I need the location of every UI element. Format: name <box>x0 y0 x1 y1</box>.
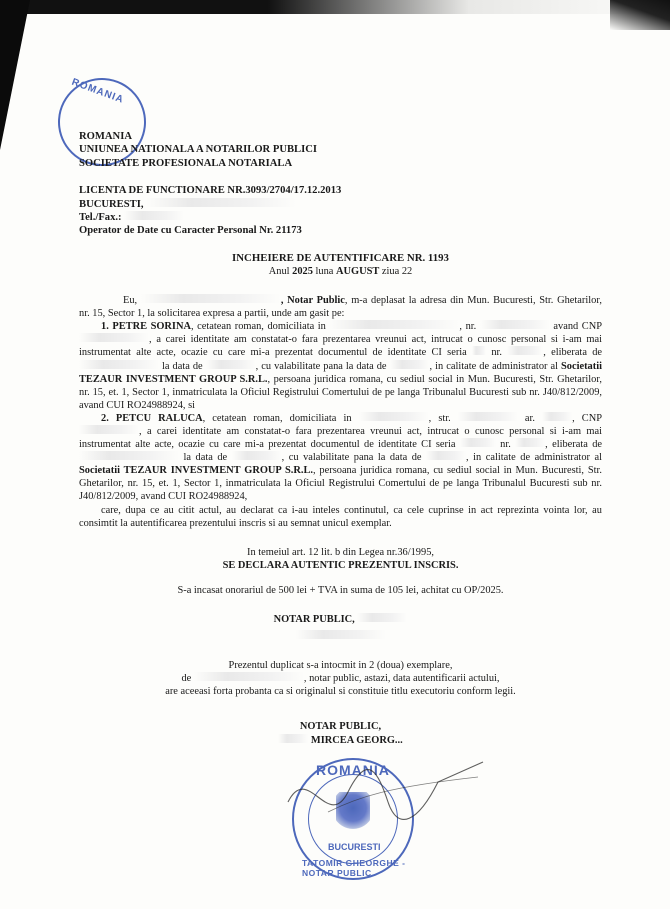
party-1-paragraph: 1. PETRE SORINA, cetatean roman, domiciliata in , nr. avand CNP , a carei identitate am constatat-o fara prezentarea vreunui act, intrucat o cunosc personal si i-am mai instrumentat alte acte, ocazie cu care mi-a prezentat documentul de identitate CI seria nr. , eliberata de la data de , cu valabilitate pana la data de , in calitate de administrator al Societatii TEZAUR INVESTMENT GROUP S.R.L., persoana juridica romana, cu sediul social in Mun. Bucuresti, Str. Ghetarilor, nr. 15, et. 1, Sector 1, inmatriculata la Oficiul Registrului Comertului de pe langa Tribunalul Bucuresti sub nr. J40/812/2009, avand CUI RO24988924, si <box>79 321 603 411</box>
company-name-2: Societatii TEZAUR INVESTMENT GROUP S.R.L. <box>79 465 314 477</box>
header-country: ROMANIA <box>79 131 132 142</box>
title-month: AUGUST <box>336 265 380 277</box>
header-city: BUCURESTI, <box>79 198 144 210</box>
party-2-name: 2. PETCU RALUCA <box>101 412 203 424</box>
header-operator: Operator de Date cu Caracter Personal Nr. 21173 <box>79 225 302 237</box>
legal-basis: In temeiul art. 12 lit. b din Legea nr.36/1995, <box>247 546 434 558</box>
title-number: INCHEIERE DE AUTENTIFICARE NR. 1193 <box>232 251 449 264</box>
licence-block <box>79 184 602 238</box>
coat-of-arms-icon <box>336 792 370 832</box>
scan-edge-corner <box>0 0 30 150</box>
scan-edge-right <box>610 0 670 30</box>
authentic-declaration: SE DECLARA AUTENTIC PREZENTUL INSCRIS. <box>222 559 459 571</box>
seal-city: BUCURESTI <box>328 842 381 852</box>
stamp-top-text: ROMANIA <box>70 76 126 106</box>
title-year: 2025 <box>292 265 313 277</box>
header-union: UNIUNEA NATIONALA A NOTARILOR PUBLICI <box>79 144 318 156</box>
party-2-paragraph: 2. PETCU RALUCA, cetatean roman, domiciliata in , str. ar. , CNP , a carei identitate am constatat-o fara prezentarea vreunui act, intrucat o cunosc personal si i-am mai instrumentat alte acte, ocazie cu care mi-a prezentat documentul de identitate CI seria nr. , eliberata de la data de , cu valabilitate pana la data de , in calitate de administrator al Societatii TEZAUR INVESTMENT GROUP S.R.L., persoana juridica romana, cu sediul social in Mun. Bucuresti, Str. Ghetarilor, nr. 15, et. 1, Sector 1, inmatriculata la Oficiul Registrului Comertului de pe langa Tribunalul Bucuresti sub nr. J40/812/2009, avand CUI RO24988924, <box>79 412 603 503</box>
notary-name-redacted-1 <box>79 630 602 643</box>
document-body <box>79 130 602 747</box>
notary-seal <box>292 758 414 880</box>
redacted-address <box>146 198 296 207</box>
header-licence: LICENTA DE FUNCTIONARE NR.3093/2704/17.12.2013 <box>79 185 342 197</box>
header-society: SOCIETATE PROFESIONALA NOTARIALA <box>79 157 293 169</box>
redacted-cnp <box>79 333 149 342</box>
redacted-phone <box>124 211 184 220</box>
duplicate-line-3: are aceeasi forta probanta ca si originalul si constituie titlu executoriu conform legii. <box>165 686 516 698</box>
party-1-name: 1. PETRE SORINA <box>101 321 191 333</box>
redacted-notary-name <box>141 294 281 303</box>
redacted-cnp-2 <box>79 425 139 434</box>
intro-paragraph: Eu, , Notar Public, m-a deplasat la adresa din Mun. Bucuresti, Str. Ghetarilor, nr. 15, Sector 1, la solicitarea expresa a partii, unde am gasit pe: <box>79 295 602 320</box>
closing-paragraph: care, dupa ce au citit actul, au declarat ca i-au inteles continutul, ca cele cuprinse in act reprezinta vointa lor, au consimtit la autentificarea prezentului inscris si au semnat unicul exemplar. <box>79 504 602 529</box>
document-title <box>79 252 602 278</box>
header-tel: Tel./Fax.: <box>79 212 122 224</box>
duplicate-line-2: de , notar public, astazi, data autentificarii actului, <box>181 673 500 685</box>
seal-ring-text: TATOMIR GHEORGHE - NOTAR PUBLIC <box>302 858 406 878</box>
title-date: Anul 2025 luna AUGUST ziua 22 <box>268 265 413 277</box>
notary-name-2: MIRCEA GEORG... <box>79 734 602 747</box>
duplicate-line-1: Prezentul duplicat s-a intocmit in 2 (doua) exemplare, <box>228 660 453 672</box>
notary-signature-1: NOTAR PUBLIC, <box>79 613 602 626</box>
company-name-1: Societatii TEZAUR INVESTMENT GROUP S.R.L. <box>79 360 602 385</box>
letterhead <box>79 130 602 170</box>
seal-country: ROMANIA <box>316 762 390 778</box>
scan-edge-top <box>0 0 670 14</box>
notary-signature-2: NOTAR PUBLIC, <box>299 721 382 733</box>
fee-line: S-a incasat onorariul de 500 lei + TVA in suma de 105 lei, achitat cu OP/2025. <box>177 584 504 596</box>
